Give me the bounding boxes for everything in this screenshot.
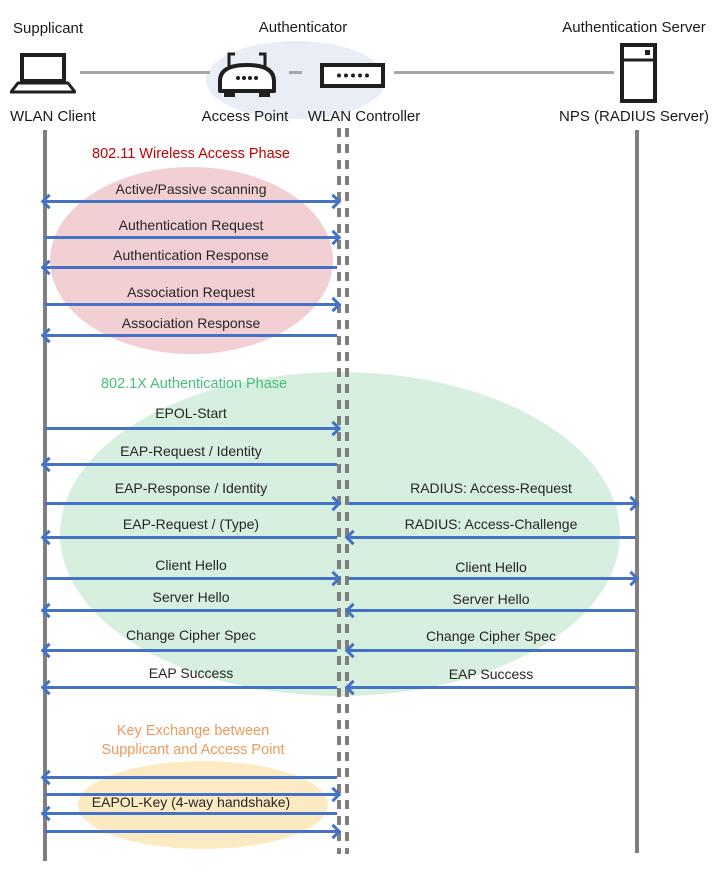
msg-label-association-response: Association Response (121, 315, 261, 331)
msg-arrow-active-passive-scanning (45, 200, 337, 203)
msg-label-authentication-request: Authentication Request (118, 217, 264, 233)
connector-line (80, 71, 210, 74)
msg-arrow-change-cipher-spec-left (45, 649, 337, 652)
msg-arrow-association-request (45, 303, 337, 306)
msg-arrow-association-response (45, 334, 337, 337)
lifeline-wlan-controller-dashed (345, 128, 349, 854)
msg-label-eap-success-left: EAP Success (148, 665, 234, 681)
msg-arrow-eap-success-left (45, 686, 337, 689)
device-nps-radius-server: NPS (RADIUS Server) (558, 108, 710, 125)
phase-title-key-exchange (63, 722, 323, 760)
msg-arrow-radius-access-request (349, 502, 635, 505)
role-supplicant: Supplicant (13, 20, 84, 37)
msg-label-change-cipher-spec-right: Change Cipher Spec (426, 628, 556, 644)
msg-label-authentication-response: Authentication Response (113, 247, 269, 263)
msg-label-change-cipher-spec-left: Change Cipher Spec (126, 627, 256, 643)
msg-arrow-eapol-key-4 (45, 830, 337, 833)
msg-arrow-eap-request-type (45, 536, 337, 539)
msg-arrow-authentication-response (45, 266, 337, 269)
phase-title-key-exchange-line1: Key Exchange between (116, 723, 270, 739)
msg-arrow-server-hello-left (45, 609, 337, 612)
msg-label-eap-request-type: EAP-Request / (Type) (122, 516, 260, 532)
server-icon (620, 43, 657, 103)
msg-label-eap-request-identity: EAP-Request / Identity (120, 443, 262, 459)
msg-arrow-authentication-request (45, 236, 337, 239)
msg-label-eapol-key: EAPOL-Key (4-way handshake) (91, 794, 291, 810)
msg-label-eap-response-identity: EAP-Response / Identity (114, 480, 268, 496)
phase-title-80211-wireless-access: 802.11 Wireless Access Phase (92, 146, 290, 162)
role-authenticator: Authenticator (258, 19, 348, 36)
msg-arrow-client-hello-right (349, 577, 635, 580)
msg-arrow-eap-request-identity (45, 463, 337, 466)
msg-arrow-epol-start (45, 427, 337, 430)
msg-label-server-hello-left: Server Hello (152, 589, 230, 605)
msg-arrow-eap-response-identity (45, 502, 337, 505)
msg-arrow-client-hello-left (45, 577, 337, 580)
device-wlan-controller: WLAN Controller (307, 108, 421, 125)
device-access-point: Access Point (201, 108, 289, 125)
msg-label-epol-start: EPOL-Start (155, 405, 227, 421)
connector-line (289, 71, 302, 74)
phase-title-key-exchange-line2: Supplicant and Access Point (101, 742, 285, 758)
msg-label-association-request: Association Request (127, 284, 255, 300)
msg-label-radius-access-challenge: RADIUS: Access-Challenge (404, 516, 578, 532)
msg-label-eap-success-right: EAP Success (448, 666, 534, 682)
msg-arrow-change-cipher-spec-right (349, 649, 635, 652)
phase-title-8021x-authentication: 802.1X Authentication Phase (100, 376, 288, 392)
msg-label-server-hello-right: Server Hello (452, 591, 530, 607)
msg-label-active-passive-scanning: Active/Passive scanning (115, 181, 267, 197)
lifeline-wlan-client (43, 130, 47, 861)
msg-arrow-eapol-key-3 (45, 812, 337, 815)
msg-label-client-hello-right: Client Hello (455, 559, 527, 575)
msg-label-radius-access-request: RADIUS: Access-Request (410, 480, 572, 496)
msg-arrow-eapol-key-1 (45, 776, 337, 779)
role-authentication-server: Authentication Server (562, 19, 706, 36)
msg-arrow-eap-success-right (349, 686, 635, 689)
access-point-icon (216, 50, 278, 98)
device-wlan-client: WLAN Client (10, 108, 96, 125)
msg-label-client-hello-left: Client Hello (155, 557, 227, 573)
laptop-icon (10, 53, 76, 95)
msg-arrow-radius-access-challenge (349, 536, 635, 539)
lifeline-nps-server (635, 130, 639, 853)
connector-line (394, 71, 614, 74)
wlan-controller-icon (320, 63, 385, 88)
msg-arrow-server-hello-right (349, 609, 635, 612)
